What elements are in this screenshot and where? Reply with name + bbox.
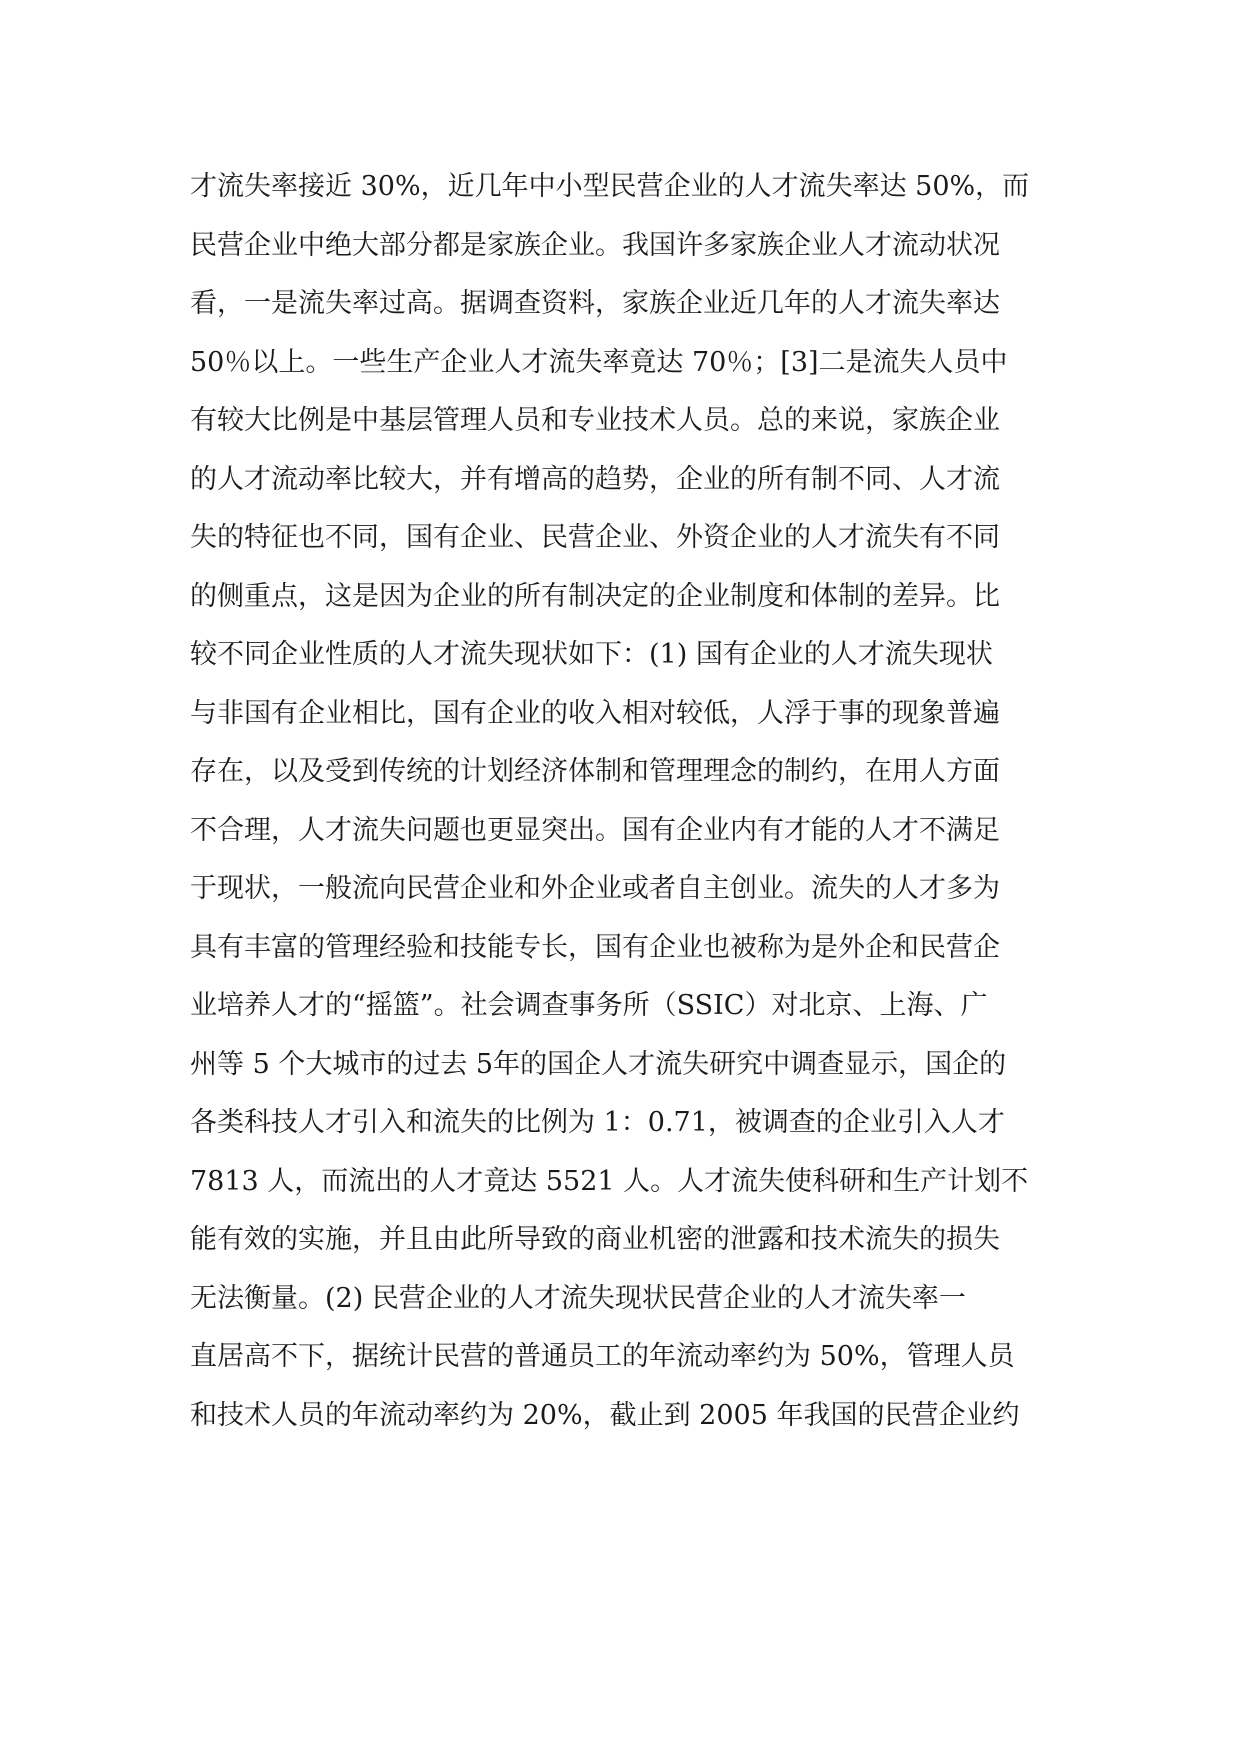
text-line: 存在，以及受到传统的计划经济体制和管理理念的制约，在用人方面 — [190, 756, 1000, 787]
text-line: 50％以上。一些生产企业人才流失率竟达 70％；[3]二是流失人员中 — [190, 346, 1008, 378]
text-line: 不合理，人才流失问题也更显突出。国有企业内有才能的人才不满足 — [190, 814, 1000, 846]
text-line: 民营企业中绝大部分都是家族企业。我国许多家族企业人才流动状况 — [190, 229, 1000, 261]
text-line: 具有丰富的管理经验和技能专长，国有企业也被称为是外企和民营企 — [190, 931, 1000, 963]
text-line: 于现状，一般流向民营企业和外企业或者自主创业。流失的人才多为 — [190, 873, 1000, 904]
text-line: 失的特征也不同，国有企业、民营企业、外资企业的人才流失有不同 — [190, 522, 1000, 553]
text-line: 较不同企业性质的人才流失现状如下：(1) 国有企业的人才流失现状 — [190, 639, 993, 670]
text-line: 的侧重点，这是因为企业的所有制决定的企业制度和体制的差异。比 — [190, 580, 1000, 612]
text-line: 才流失率接近 30%，近几年中小型民营企业的人才流失率达 50%，而 — [190, 171, 1030, 202]
text-line: 有较大比例是中基层管理人员和专业技术人员。总的来说，家族企业 — [190, 405, 1000, 436]
text-line: 和技术人员的年流动率约为 20%，截止到 2005 年我国的民营企业约 — [190, 1399, 1020, 1431]
text-line: 7813 人，而流出的人才竟达 5521 人。人才流失使科研和生产计划不 — [190, 1165, 1029, 1197]
text-line: 无法衡量。(2) 民营企业的人才流失现状民营企业的人才流失率一 — [190, 1282, 966, 1314]
text-line: 各类科技人才引入和流失的比例为 1：0.71，被调查的企业引入人才 — [190, 1107, 1005, 1138]
text-line: 与非国有企业相比，国有企业的收入相对较低，人浮于事的现象普遍 — [190, 697, 1000, 729]
text-line: 直居高不下，据统计民营的普通员工的年流动率约为 50%，管理人员 — [190, 1341, 1015, 1372]
text-line: 看，一是流失率过高。据调查资料，家族企业近几年的人才流失率达 — [190, 288, 1000, 319]
text-line: 的人才流动率比较大，并有增高的趋势，企业的所有制不同、人才流 — [190, 463, 1000, 495]
text-line: 业培养人才的“摇篮”。社会调查事务所（SSIC）对北京、上海、广 — [190, 990, 988, 1021]
body-text — [190, 158, 1070, 1445]
text-line: 能有效的实施，并且由此所导致的商业机密的泄露和技术流失的损失 — [190, 1224, 1000, 1255]
text-line: 州等 5 个大城市的过去 5年的国企人才流失研究中调查显示，国企的 — [190, 1048, 1007, 1080]
